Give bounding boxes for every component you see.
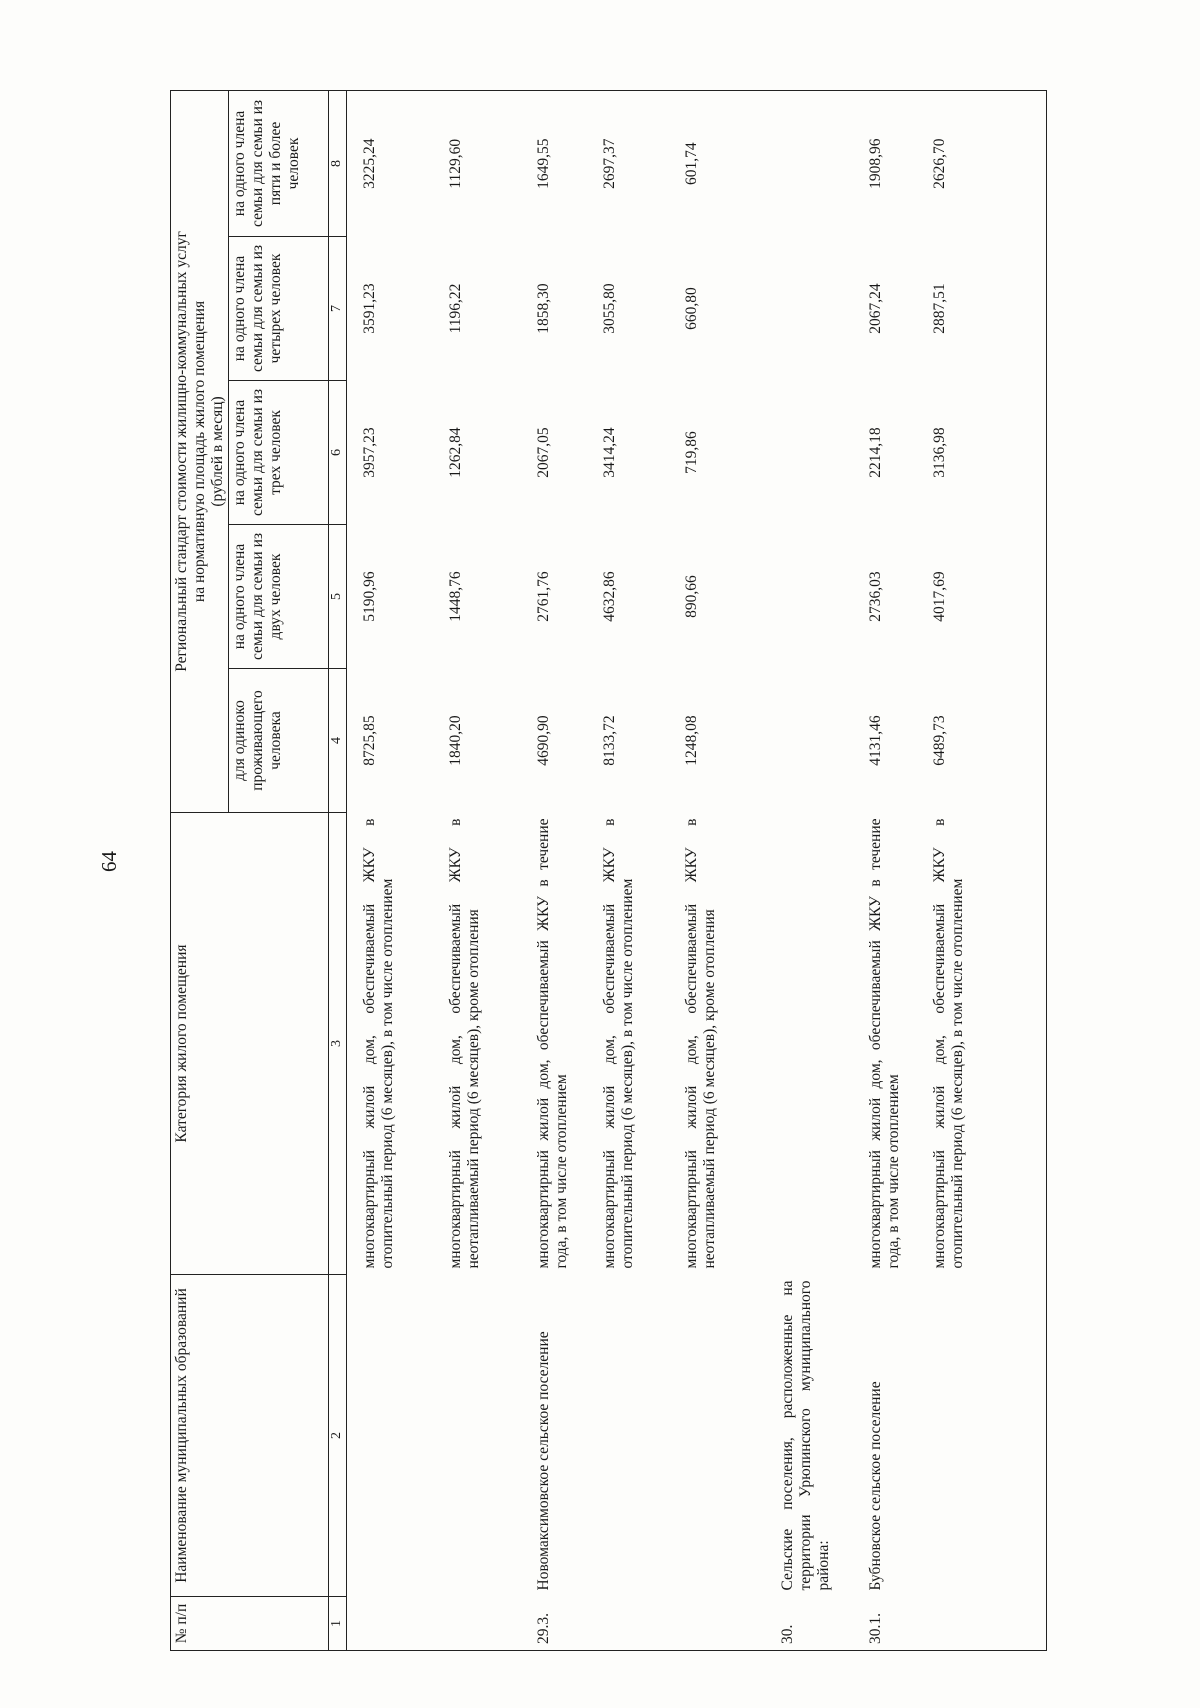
row-value-single: 8133,72 xyxy=(600,715,618,766)
table-row xyxy=(853,90,917,1650)
row-value-five: 2626,70 xyxy=(917,90,1047,236)
row-municipality xyxy=(587,1275,669,1597)
row-value-single: 8725,85 xyxy=(361,715,379,766)
row-category: многоквартирный жилой дом, обеспечиваемый ЖКУ в течение года, в том числе отоплением xyxy=(534,818,570,1269)
rotated-table-container xyxy=(170,91,1092,1651)
table-row xyxy=(669,90,765,1650)
row-value-single: 4690,90 xyxy=(534,715,552,766)
row-municipality: Сельские поселения, расположенные на территории Урюпинского муниципального района: xyxy=(778,1280,832,1591)
header-family-two: на одного члена семьи для семьи из двух человек xyxy=(229,525,329,669)
row-value-three: 719,86 xyxy=(682,431,700,474)
page-number: 64 xyxy=(97,851,121,872)
table-row xyxy=(765,90,853,1650)
row-category: многоквартирный жилой дом, обеспечиваемый ЖКУ в неотапливаемый период (6 месяцев), кроме отопления xyxy=(682,818,718,1269)
row-value-two xyxy=(765,525,853,669)
header-family-three: на одного члена семьи для семьи из трех человек xyxy=(229,381,329,525)
column-number: 3 xyxy=(329,813,347,1275)
header-standard-line1: Региональный стандарт стоимости жилищно-коммунальных услуг xyxy=(173,231,190,672)
header-single: для одиноко проживающего человека xyxy=(229,669,329,813)
row-value-five: 1908,96 xyxy=(853,90,917,236)
row-value-four: 1196,22 xyxy=(446,283,464,334)
row-number xyxy=(669,1597,765,1651)
row-value-three: 3136,98 xyxy=(917,381,1047,525)
row-category xyxy=(765,813,853,1275)
header-family-four: на одного члена семьи для семьи из четырех человек xyxy=(229,237,329,381)
row-value-five: 601,74 xyxy=(669,90,765,236)
row-value-single: 4131,46 xyxy=(866,715,884,766)
row-value-three: 1262,84 xyxy=(446,427,464,478)
row-value-single: 6489,73 xyxy=(917,669,1047,813)
column-number: 4 xyxy=(329,669,347,813)
row-value-four: 660,80 xyxy=(682,287,700,330)
row-category: многоквартирный жилой дом, обеспечиваемый ЖКУ в отопительный период (6 месяцев), в том числе отоплением xyxy=(917,813,1047,1275)
row-value-three: 2067,05 xyxy=(534,427,552,478)
row-municipality xyxy=(917,1275,1047,1597)
table-row xyxy=(587,90,669,1650)
header-category: Категория жилого помещения xyxy=(171,813,329,1275)
row-value-two: 4017,69 xyxy=(917,525,1047,669)
row-value-four xyxy=(765,237,853,381)
row-value-single: 1248,08 xyxy=(682,715,700,766)
row-municipality: Новомаксимовское сельское поселение xyxy=(534,1331,552,1591)
header-family-five: на одного члена семьи для семьи из пяти и более человек xyxy=(229,90,329,236)
row-municipality xyxy=(347,1275,433,1597)
row-category: многоквартирный жилой дом, обеспечиваемый ЖКУ в отопительный период (6 месяцев), в том числе отоплением xyxy=(361,818,397,1269)
row-value-single xyxy=(765,669,853,813)
column-number: 1 xyxy=(329,1597,347,1651)
row-category: многоквартирный жилой дом, обеспечиваемый ЖКУ в течение года, в том числе отоплением xyxy=(866,818,902,1269)
row-value-four: 3591,23 xyxy=(361,283,379,334)
row-value-five: 1129,60 xyxy=(433,90,521,236)
row-value-three: 3957,23 xyxy=(361,427,379,478)
header-standard-line3: (рублей в месяц) xyxy=(208,396,226,507)
row-value-four: 3055,80 xyxy=(600,283,618,334)
row-value-two: 4632,86 xyxy=(600,571,618,622)
header-standard-line2: на нормативную площадь жилого помещения xyxy=(190,300,208,603)
row-number: 30. xyxy=(765,1597,853,1651)
row-number xyxy=(917,1597,1047,1651)
row-value-three xyxy=(765,381,853,525)
housing-cost-table xyxy=(170,90,1047,1651)
row-value-two: 890,66 xyxy=(682,575,700,618)
header-regional-standard xyxy=(171,90,229,812)
table-row xyxy=(347,90,433,1650)
row-municipality xyxy=(433,1275,521,1597)
row-municipality xyxy=(669,1275,765,1597)
table-row xyxy=(521,90,587,1650)
row-value-five: 3225,24 xyxy=(347,90,433,236)
row-value-five: 2697,37 xyxy=(587,90,669,236)
column-number: 2 xyxy=(329,1275,347,1597)
row-number: 30.1. xyxy=(853,1597,917,1651)
row-value-two: 2761,76 xyxy=(534,571,552,622)
row-value-four: 2067,24 xyxy=(866,283,884,334)
header-number: № п/п xyxy=(171,1597,329,1651)
row-category: многоквартирный жилой дом, обеспечиваемый ЖКУ в отопительный период (6 месяцев), в том числе отоплением xyxy=(600,818,636,1269)
row-value-five: 1649,55 xyxy=(521,90,587,236)
row-value-two: 5190,96 xyxy=(361,571,379,622)
row-value-single: 1840,20 xyxy=(446,715,464,766)
row-category: многоквартирный жилой дом, обеспечиваемый ЖКУ в неотапливаемый период (6 месяцев), кроме отопления xyxy=(446,818,482,1269)
row-value-four: 1858,30 xyxy=(534,283,552,334)
column-number: 7 xyxy=(329,237,347,381)
row-number: 29.3. xyxy=(521,1597,587,1651)
row-municipality: Бубновское сельское поселение xyxy=(866,1381,884,1591)
column-number: 5 xyxy=(329,525,347,669)
row-value-two: 1448,76 xyxy=(446,571,464,622)
row-value-four: 2887,51 xyxy=(917,237,1047,381)
row-value-three: 3414,24 xyxy=(600,427,618,478)
column-number: 6 xyxy=(329,381,347,525)
row-value-five xyxy=(765,90,853,236)
header-municipality: Наименование муниципальных образований xyxy=(171,1275,329,1597)
row-value-three: 2214,18 xyxy=(866,427,884,478)
column-number-row xyxy=(329,90,347,1650)
column-number: 8 xyxy=(329,90,347,236)
row-number xyxy=(347,1597,433,1651)
row-number xyxy=(433,1597,521,1651)
table-row xyxy=(433,90,521,1650)
table-row xyxy=(917,90,1047,1650)
row-value-two: 2736,03 xyxy=(866,571,884,622)
row-number xyxy=(587,1597,669,1651)
